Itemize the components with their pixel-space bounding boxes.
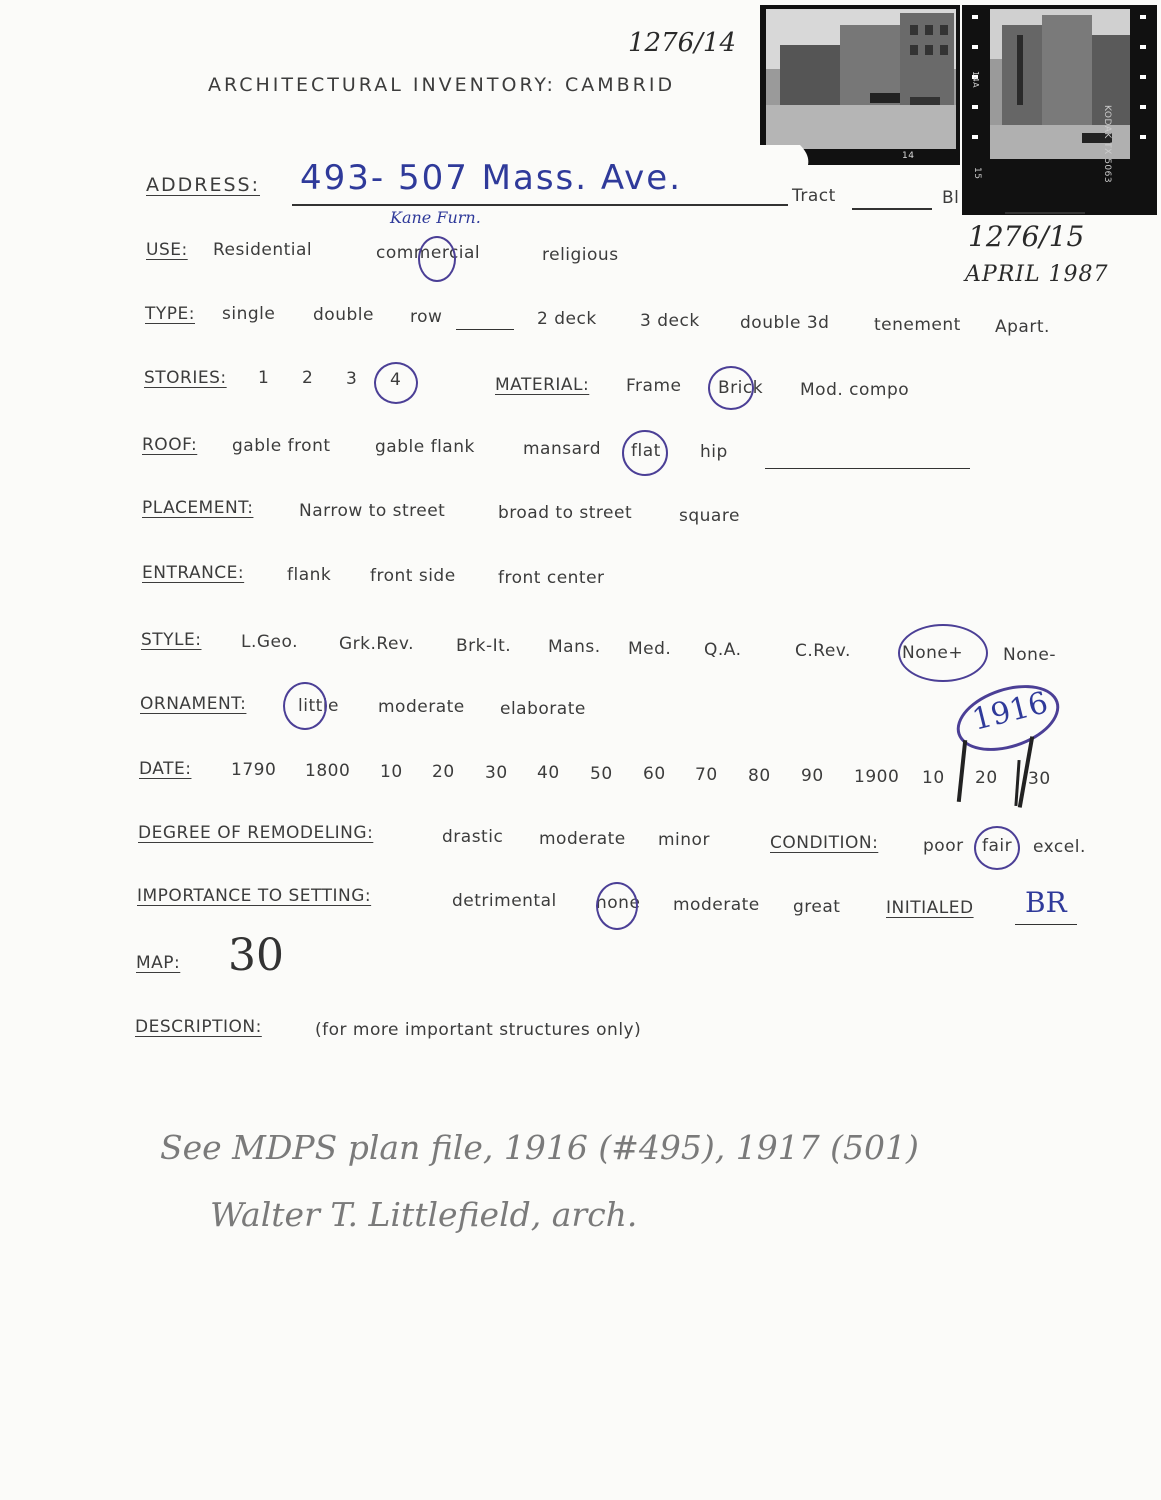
date-option-1910: 10 xyxy=(922,768,945,788)
date-option-10: 10 xyxy=(380,762,403,782)
tract-label: Tract xyxy=(792,186,836,206)
style-option-lgeo: L.Geo. xyxy=(241,632,299,652)
date-option-20: 20 xyxy=(432,762,455,782)
importance-option-great: great xyxy=(793,897,841,917)
use-commercial-mark xyxy=(418,236,456,282)
roof-option-hip: hip xyxy=(700,442,728,462)
roof-other-blank xyxy=(765,468,970,469)
roof-option-gable-flank: gable flank xyxy=(375,437,475,457)
negative-number-1: 1276/14 xyxy=(628,28,737,58)
importance-option-moderate: moderate xyxy=(673,895,760,915)
map-label: MAP: xyxy=(136,953,181,973)
roof-option-gable-front: gable front xyxy=(232,436,331,456)
type-option-row: row xyxy=(410,307,443,327)
description-label: DESCRIPTION: xyxy=(135,1017,262,1037)
type-option-apart: Apart. xyxy=(995,317,1050,337)
roof-flat-mark xyxy=(622,430,668,476)
date-option-80: 80 xyxy=(748,766,771,786)
ornament-label: ORNAMENT: xyxy=(140,694,247,714)
type-row-blank xyxy=(456,329,514,330)
condition-option-excel: excel. xyxy=(1033,837,1086,857)
date-option-1920: 20 xyxy=(975,768,998,788)
contact-photo-1 xyxy=(760,5,960,165)
use-label: USE: xyxy=(146,240,188,260)
entrance-option-front-side: front side xyxy=(370,566,456,586)
condition-option-fair: fair xyxy=(982,836,1013,856)
placement-option-broad: broad to street xyxy=(498,503,633,523)
date-option-60: 60 xyxy=(643,764,666,784)
style-option-crev: C.Rev. xyxy=(795,641,851,661)
style-option-brkit: Brk-It. xyxy=(456,636,512,656)
contact-photo-2 xyxy=(962,5,1157,215)
film-strip-label: KODAK TX 5063 xyxy=(1102,105,1112,184)
remodeling-option-moderate: moderate xyxy=(539,829,626,849)
stories-option-4: 4 xyxy=(390,370,402,390)
date-option-1900: 1900 xyxy=(854,767,900,787)
description-note: (for more important structures only) xyxy=(315,1020,642,1040)
date-option-50: 50 xyxy=(590,764,613,784)
material-brick-mark xyxy=(708,366,754,410)
roof-option-flat: flat xyxy=(631,441,661,461)
style-none-plus-mark xyxy=(898,624,988,682)
material-option-brick: Brick xyxy=(718,378,764,398)
ornament-little-mark xyxy=(283,682,327,730)
condition-fair-mark xyxy=(974,826,1020,870)
roof-option-mansard: mansard xyxy=(523,439,602,459)
type-label: TYPE: xyxy=(145,304,195,324)
placement-label: PLACEMENT: xyxy=(142,498,254,518)
initialed-value: BR xyxy=(1025,886,1067,919)
material-option-frame: Frame xyxy=(626,376,682,396)
remodeling-option-drastic: drastic xyxy=(442,827,504,847)
address-label: ADDRESS: xyxy=(146,174,260,196)
style-label: STYLE: xyxy=(141,630,202,650)
date-bracket-left xyxy=(957,740,967,802)
style-option-qa: Q.A. xyxy=(704,640,742,660)
roof-label: ROOF: xyxy=(142,435,198,455)
block-label: Bl xyxy=(942,188,960,208)
entrance-option-front-center: front center xyxy=(498,568,605,588)
ornament-option-little: little xyxy=(298,696,339,716)
placement-option-narrow: Narrow to street xyxy=(299,501,446,521)
date-label: DATE: xyxy=(139,759,192,779)
condition-option-poor: poor xyxy=(923,836,964,856)
date-option-1930: 30 xyxy=(1028,769,1051,789)
frame-number-15: 15 xyxy=(972,167,982,180)
stories-4-mark xyxy=(374,362,418,404)
date-option-1790: 1790 xyxy=(231,760,277,780)
type-option-single: single xyxy=(222,304,276,324)
use-annotation: Kane Furn. xyxy=(390,208,481,227)
entrance-option-flank: flank xyxy=(287,565,332,585)
date-option-90: 90 xyxy=(801,766,824,786)
notes-line-2: Walter T. Littlefield, arch. xyxy=(210,1195,638,1234)
tract-underline xyxy=(852,208,932,210)
use-option-residential: Residential xyxy=(213,240,313,260)
condition-label: CONDITION: xyxy=(770,833,879,853)
notes-line-1: See MDPS plan file, 1916 (#495), 1917 (501) xyxy=(160,1128,919,1167)
importance-option-none: none xyxy=(596,893,641,913)
initialed-underline xyxy=(1015,924,1077,925)
ornament-option-moderate: moderate xyxy=(378,697,465,717)
style-option-none-plus: None+ xyxy=(902,643,964,663)
address-underline xyxy=(292,204,788,206)
date-option-30: 30 xyxy=(485,763,508,783)
map-value: 30 xyxy=(228,930,284,981)
stories-option-2: 2 xyxy=(302,368,314,388)
type-option-2deck: 2 deck xyxy=(537,309,597,329)
material-label: MATERIAL: xyxy=(495,375,590,395)
use-option-commercial: commercial xyxy=(376,243,481,263)
photo-date: APRIL 1987 xyxy=(965,262,1109,287)
block-underline xyxy=(1005,212,1085,214)
style-option-none-minus: None- xyxy=(1003,645,1056,665)
type-option-double3d: double 3d xyxy=(740,313,830,333)
address-value: 493- 507 Mass. Ave. xyxy=(300,158,683,198)
remodeling-option-minor: minor xyxy=(658,830,710,850)
importance-label: IMPORTANCE TO SETTING: xyxy=(137,886,372,906)
date-option-1800: 1800 xyxy=(305,761,351,781)
importance-option-detrimental: detrimental xyxy=(452,891,557,911)
stories-option-3: 3 xyxy=(346,369,358,389)
initialed-label: INITIALED xyxy=(886,898,974,918)
date-handwritten: 1916 xyxy=(968,685,1052,738)
style-option-grkrev: Grk.Rev. xyxy=(339,634,415,654)
ornament-option-elaborate: elaborate xyxy=(500,699,586,719)
date-option-70: 70 xyxy=(695,765,718,785)
stories-label: STORIES: xyxy=(144,368,227,388)
type-option-double: double xyxy=(313,305,374,325)
remodeling-label: DEGREE OF REMODELING: xyxy=(138,823,374,843)
entrance-label: ENTRANCE: xyxy=(142,563,245,583)
material-option-mod-compo: Mod. compo xyxy=(800,380,910,400)
importance-none-mark xyxy=(596,882,641,930)
style-option-mans: Mans. xyxy=(548,637,601,657)
type-option-3deck: 3 deck xyxy=(640,311,700,331)
stories-option-1: 1 xyxy=(258,368,270,388)
style-option-med: Med. xyxy=(628,639,672,659)
placement-option-square: square xyxy=(679,506,740,526)
use-option-religious: religious xyxy=(542,245,619,265)
date-option-40: 40 xyxy=(537,763,560,783)
frame-number-14a: 14A xyxy=(971,71,980,89)
frame-number-14: 14 xyxy=(902,151,915,161)
negative-number-2: 1276/15 xyxy=(968,220,1085,253)
type-option-tenement: tenement xyxy=(874,315,961,335)
form-title: ARCHITECTURAL INVENTORY: CAMBRID xyxy=(208,74,676,96)
